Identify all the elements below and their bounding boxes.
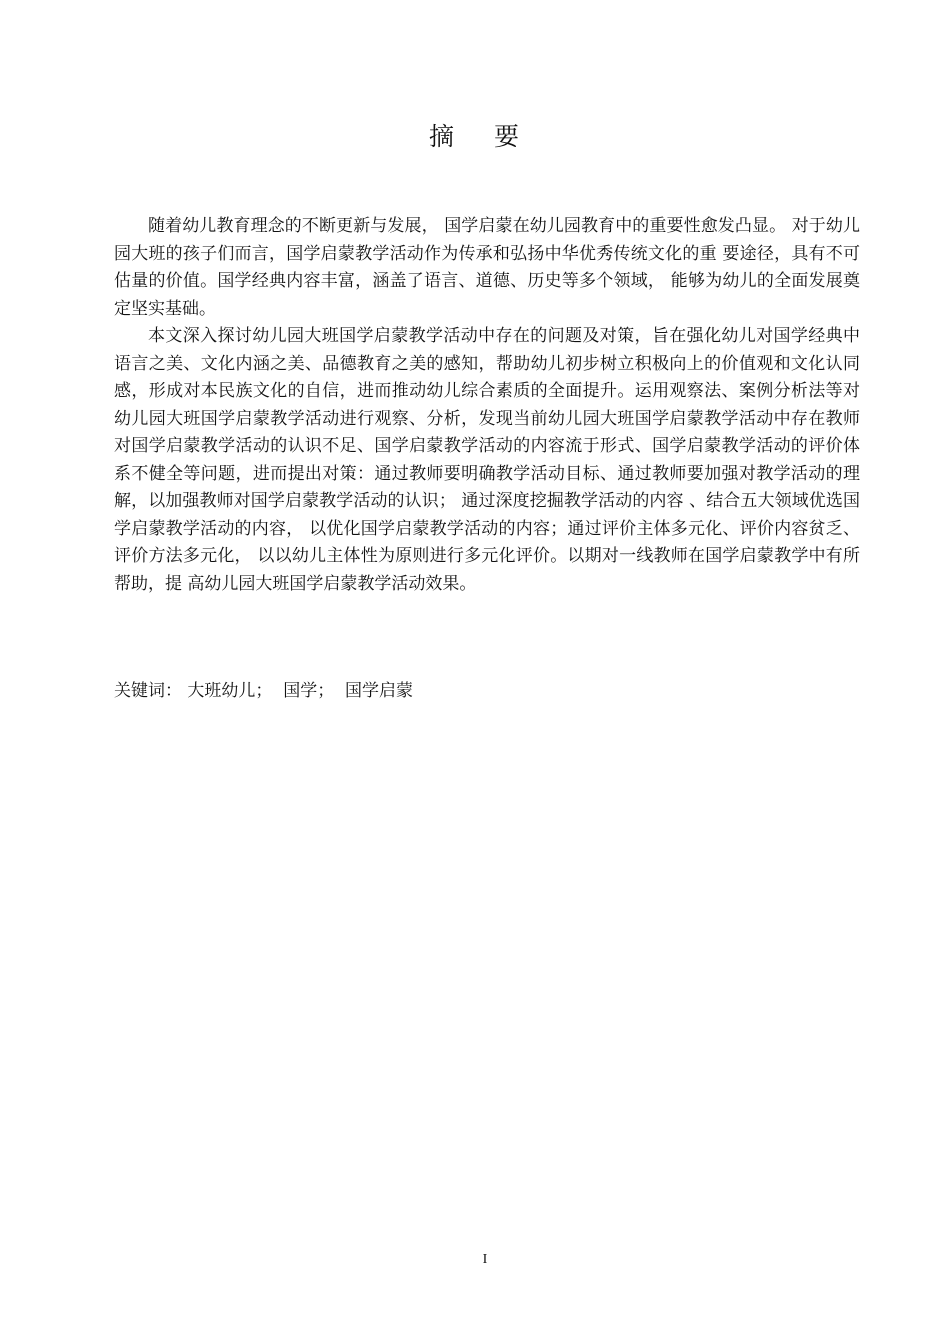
abstract-paragraph-1: 随着幼儿教育理念的不断更新与发展， 国学启蒙在幼儿园教育中的重要性愈发凸显。 对于幼儿园大班的孩子们而言，国学启蒙教学活动作为传承和弘扬中华优秀传统文化的重 要途径，具有不可估量的价值。国学经典内容丰富，涵盖了语言、道德、历史等多个领域， 能够为幼儿的全面发展奠定坚实基础。 (114, 216, 860, 319)
keywords-line (114, 678, 860, 705)
abstract-body (114, 213, 860, 598)
abstract-paragraph-2: 本文深入探讨幼儿园大班国学启蒙教学活动中存在的问题及对策，旨在强化幼儿对国学经典中语言之美、文化内涵之美、品德教育之美的感知，帮助幼儿初步树立积极向上的价值观和文化认同感，形成对本民族文化的自信，进而推动幼儿综合素质的全面提升。运用观察法、案例分析法等对幼儿园大班国学启蒙教学活动进行观察、分析，发现当前幼儿园大班国学启蒙教学活动中存在教师对国学启蒙教学活动的认识不足、国学启蒙教学活动的内容流于形式、国学启蒙教学活动的评价体系不健全等问题，进而提出对策：通过教师要明确教学活动目标、通过教师要加强对教学活动的理解，以加强教师对国学启蒙教学活动的认识； 通过深度挖掘教学活动的内容 、结合五大领域优选国学启蒙教学活动的内容， 以优化国学启蒙教学活动的内容；通过评价主体多元化、评价内容贫乏、评价方法多元化， 以以幼儿主体性为原则进行多元化评价。以期对一线教师在国学启蒙教学中有所帮助，提 高幼儿园大班国学启蒙教学活动效果。 (114, 326, 860, 594)
page-number: I (482, 1252, 488, 1267)
keywords-text: 关键词： 大班幼儿； 国学； 国学启蒙 (114, 681, 414, 701)
abstract-title: 摘 要 (429, 122, 535, 151)
